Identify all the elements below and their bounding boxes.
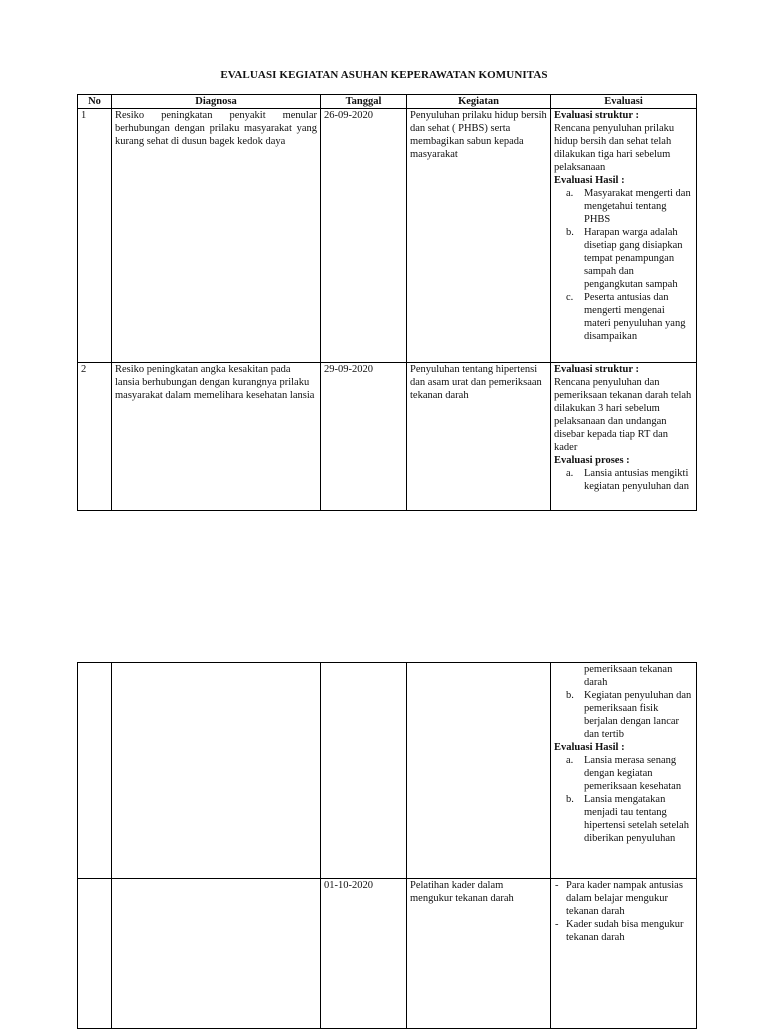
list-item [566,187,693,226]
cell-kegiatan [407,663,551,879]
cell-no [78,879,112,1029]
cell-tanggal: 29-09-2020 [321,363,407,511]
evaluation-table-page1 [77,94,697,511]
list-marker: a. [566,755,574,766]
section-text-struktur: Rencana penyuluhan dan pemeriksaan tekanan darah telah dilakukan 3 hari sebelum pelaksanaan dan undangan disebar kepada tiap RT dan kader [554,377,692,453]
list-item [554,918,693,944]
list-item-text: Lansia antusias mengikti kegiatan penyuluhan dan [584,468,689,492]
table-row [78,363,697,511]
list-item-text: Masyarakat mengerti dan mengetahui tentang PHBS [584,188,691,225]
list-marker: b. [566,690,574,701]
cell-kegiatan: Pelatihan kader dalam mengukur tekanan darah [407,879,551,1029]
list-marker: a. [566,468,574,479]
list-item [566,754,693,793]
list-item-text: Lansia mengatakan menjadi tau tentang hipertensi setelah setelah diberikan penyuluhan [584,794,689,844]
section-label-struktur: Evaluasi struktur : [554,110,639,121]
evaluasi-list [554,879,693,944]
header-kegiatan: Kegiatan [407,95,551,109]
section-label-struktur: Evaluasi struktur : [554,364,639,375]
evaluation-table-page2 [77,662,697,1029]
cell-no [78,663,112,879]
proses-list [554,467,693,493]
hasil-list [554,187,693,343]
cell-diagnosa [112,879,321,1029]
cell-diagnosa [112,663,321,879]
table-row [78,879,697,1029]
cell-tanggal [321,663,407,879]
list-item [566,467,693,493]
list-item [566,291,693,343]
list-item [566,793,693,845]
list-item [554,879,693,918]
list-marker: - [555,919,559,930]
cell-no: 2 [78,363,112,511]
cell-no: 1 [78,109,112,363]
list-item [566,226,693,291]
cell-evaluasi [551,879,697,1029]
hasil-list [554,754,693,845]
cell-evaluasi [551,109,697,363]
cell-tanggal: 26-09-2020 [321,109,407,363]
list-item-text: Peserta antusias dan mengerti mengenai materi penyuluhan yang disampaikan [584,292,686,342]
cell-evaluasi [551,663,697,879]
list-item-text: Kader sudah bisa mengukur tekanan darah [566,919,684,943]
list-item-text: Harapan warga adalah disetiap gang disiapkan tempat penampungan sampah dan pengangkutan sampah [584,227,683,290]
cell-tanggal: 01-10-2020 [321,879,407,1029]
cell-diagnosa: Resiko peningkatan penyakit menular berhubungan dengan prilaku masyarakat yang kurang sehat di dusun bagek kedok daya [112,109,321,363]
header-diagnosa: Diagnosa [112,95,321,109]
section-label-hasil: Evaluasi Hasil : [554,175,625,186]
document-title: EVALUASI KEGIATAN ASUHAN KEPERAWATAN KOMUNITAS [220,69,548,81]
list-item-text: Lansia merasa senang dengan kegiatan pemeriksaan kesehatan [584,755,682,792]
section-text-struktur: Rencana penyuluhan prilaku hidup bersih dan sehat telah dilakukan tiga hari sebelum pelaksanaan [554,123,675,173]
cell-diagnosa: Resiko peningkatan angka kesakitan pada lansia berhubungan dengan kurangnya prilaku masyarakat dalam memelihara kesehatan lansia [112,363,321,511]
proses-continued-text: pemeriksaan tekanan darah [584,664,673,688]
table-row [78,109,697,363]
list-marker: a. [566,188,574,199]
header-tanggal: Tanggal [321,95,407,109]
list-item-text: Kegiatan penyuluhan dan pemeriksaan fisik berjalan dengan lancar dan tertib [584,690,692,740]
section-label-proses: Evaluasi proses : [554,455,630,466]
table-row [78,663,697,879]
cell-evaluasi [551,363,697,511]
list-marker: b. [566,227,574,238]
list-marker: b. [566,794,574,805]
list-item [566,689,693,741]
list-marker: c. [566,292,574,303]
list-item-text: Para kader nampak antusias dalam belajar mengukur tekanan darah [566,880,683,917]
header-evaluasi: Evaluasi [551,95,697,109]
header-no: No [78,95,112,109]
list-marker: - [555,880,559,891]
table-header-row [78,95,697,109]
cell-kegiatan: Penyuluhan prilaku hidup bersih dan sehat ( PHBS) serta membagikan sabun kepada masyarakat [407,109,551,363]
cell-kegiatan: Penyuluhan tentang hipertensi dan asam urat dan pemeriksaan tekanan darah [407,363,551,511]
section-label-hasil: Evaluasi Hasil : [554,742,625,753]
proses-list [554,689,693,741]
